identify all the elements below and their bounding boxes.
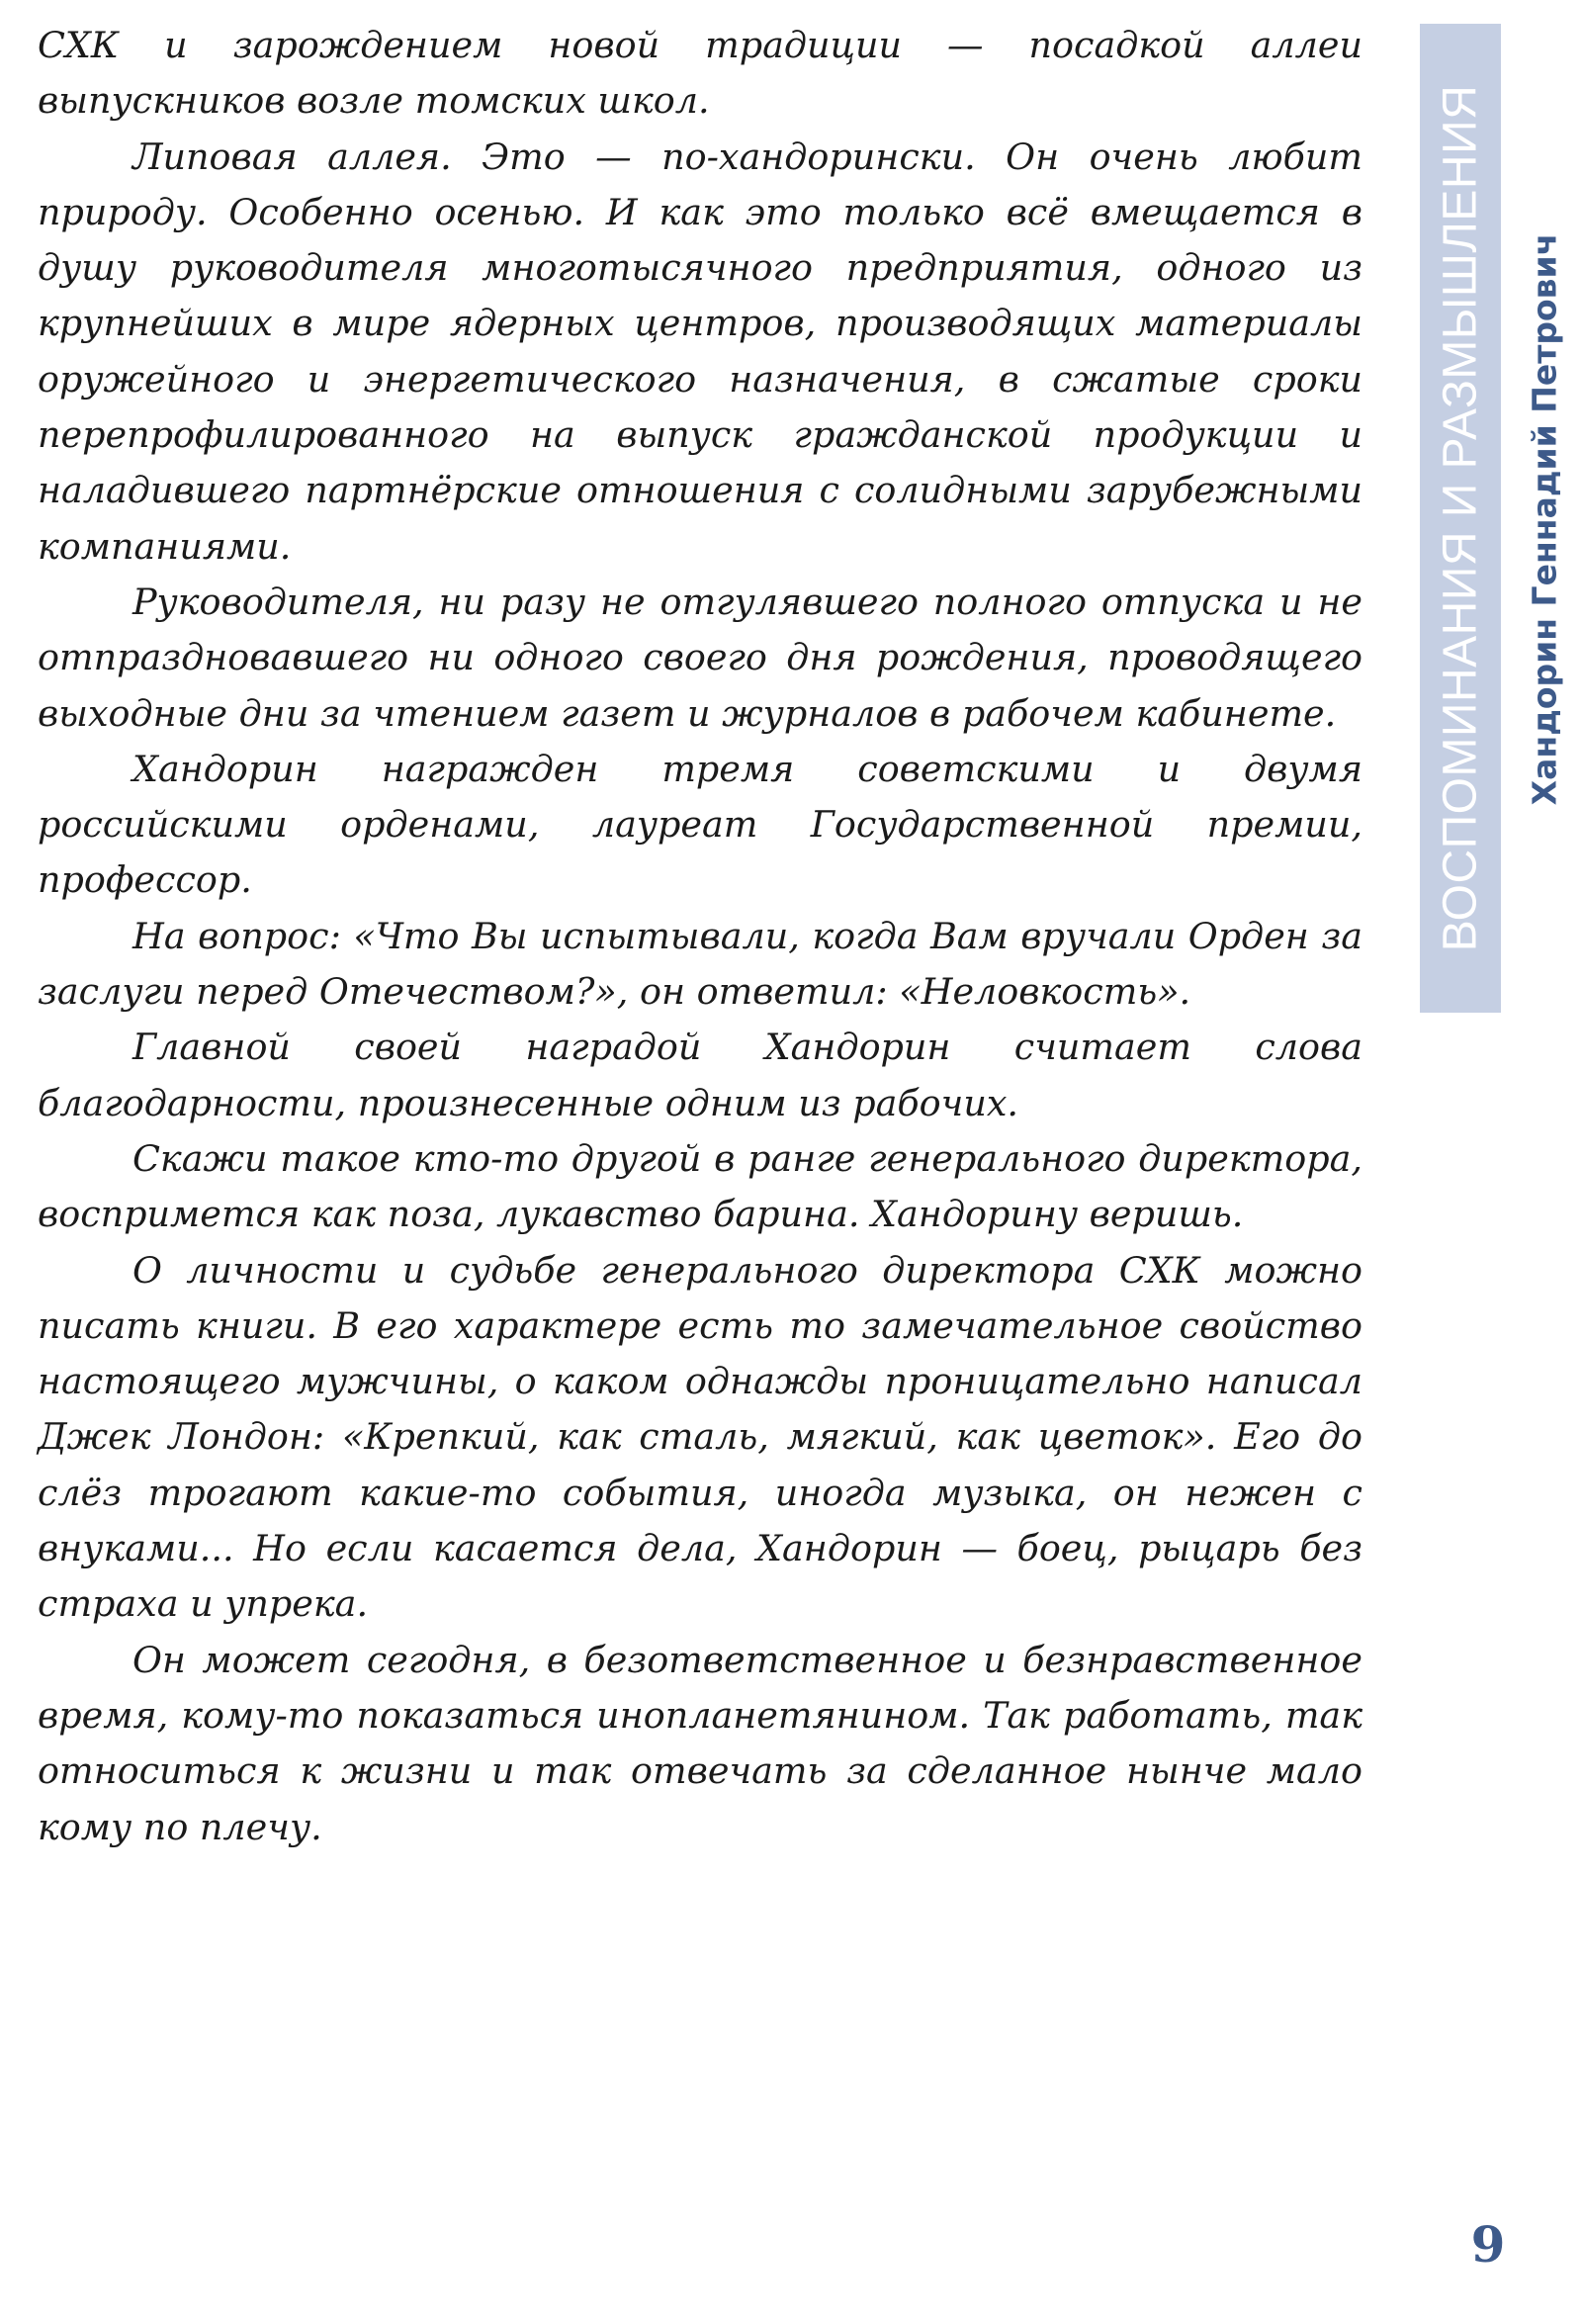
page-number: 9 <box>1470 2215 1506 2274</box>
author-label <box>1513 227 1576 811</box>
paragraph-9: Он может сегодня, в безответственное и безнравственное время, кому-то показаться инопланетянином. Так работать, так относиться к жизни и так отвечать за сделанное нынче мало кому по плечу. <box>38 1638 1362 1848</box>
paragraph-7: Скажи такое кто-то другой в ранге генерального директора, воспримется как поза, лукавство барина. Хандорину веришь. <box>38 1136 1362 1236</box>
paragraph-6: Главной своей наградой Хандорин считает слова благодарности, произнесенные одним из рабочих. <box>38 1026 1362 1124</box>
section-title: ВОСПОМИНАНИЯ И РАЗМЫШЛЕНИЯ <box>1434 84 1487 952</box>
paragraph-5: На вопрос: «Что Вы испытывали, когда Вам вручали Орден за заслуги перед Отечеством?», он ответил: «Неловкость». <box>38 914 1362 1014</box>
author-name: Хандорин Геннадий Петрович <box>1525 232 1564 806</box>
section-title-band <box>1420 24 1501 1013</box>
paragraph-3: Руководителя, ни разу не отгулявшего полного отпуска и не отпраздновавшего ни одного своего дня рождения, проводящего выходные дни за чтением газет и журналов в рабочем кабинете. <box>38 580 1362 735</box>
body-text <box>38 18 1362 1855</box>
paragraph-2: Липовая аллея. Это — по-хандорински. Он очень любит природу. Особенно осенью. И как это только всё вмещается в душу руководителя многотысячного предприятия, одного из крупнейших в мире ядерных центров, производящих материалы оружейного и энергетического назначения, в сжатые сроки перепрофилированного на выпуск гражданской продукции и наладившего партнёрские отношения с солидными зарубежными компаниями. <box>38 134 1362 568</box>
paragraph-4: Хандорин награжден тремя советскими и двумя российскими орденами, лауреат Государственной премии, профессор. <box>38 747 1362 902</box>
paragraph-8: О личности и судьбе генерального директора СХК можно писать книги. В его характере есть то замечательное свойство настоящего мужчины, о каком однажды проницательно написал Джек Лондон: «Крепкий, как сталь, мягкий, как цветок». Его до слёз трогают какие-то события, иногда музыка, он нежен с внуками... Но если касается дела, Хандорин — боец, рыцарь без страха и упрека. <box>38 1248 1362 1626</box>
paragraph-1: СХК и зарождением новой традиции — посадкой аллеи выпускников возле томских школ. <box>38 24 1362 123</box>
